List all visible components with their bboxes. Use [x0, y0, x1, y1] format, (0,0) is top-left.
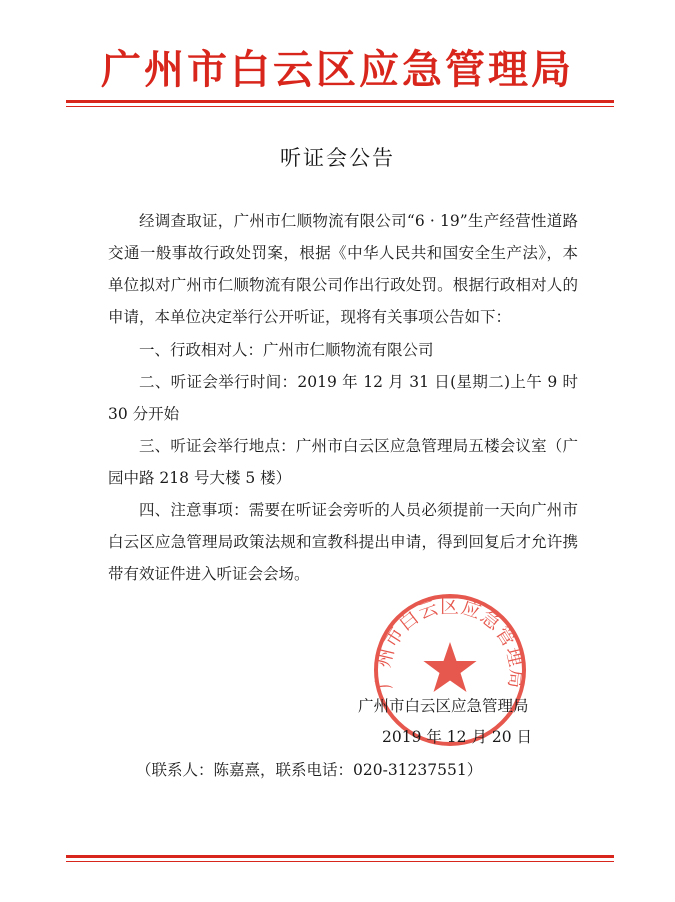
letterhead-org-name: 广州市白云区应急管理局	[101, 47, 574, 93]
signature-date: 2019 年 12 月 20 日	[382, 728, 533, 746]
footer-rule-thin	[66, 861, 614, 862]
item-party: 一、行政相对人：广州市仁顺物流有限公司	[139, 341, 434, 359]
contact-info: （联系人：陈嘉熹，联系电话：020-31237551）	[136, 761, 483, 779]
item-notes: 四、注意事项：需要在听证会旁听的人员必须提前一天向广州市白云区应急管理局政策法规和宣教科提出申请，得到回复后才允许携带有效证件进入听证会会场。	[108, 501, 578, 583]
signature-organization: 广州市白云区应急管理局	[358, 697, 529, 715]
svg-text:广州市白云区应急管理局: 广州市白云区应急管理局	[372, 595, 528, 691]
header-rule-thick	[66, 100, 614, 103]
header-rule-thin	[66, 106, 614, 107]
item-location: 三、听证会举行地点：广州市白云区应急管理局五楼会议室（广园中路 218 号大楼 5 楼）	[108, 437, 578, 487]
item-time: 二、听证会举行时间：2019 年 12 月 31 日(星期二)上午 9 时 30 分开始	[108, 373, 578, 423]
document-title: 听证会公告	[280, 146, 395, 170]
footer-rule-thick	[66, 855, 614, 858]
intro-paragraph: 经调查取证，广州市仁顺物流有限公司“6 · 19”生产经营性道路交通一般事故行政处罚案，根据《中华人民共和国安全生产法》，本单位拟对广州市仁顺物流有限公司作出行政处罚。根据行政相对人的申请，本单位决定举行公开听证，现将有关事项公告如下：	[108, 212, 578, 326]
